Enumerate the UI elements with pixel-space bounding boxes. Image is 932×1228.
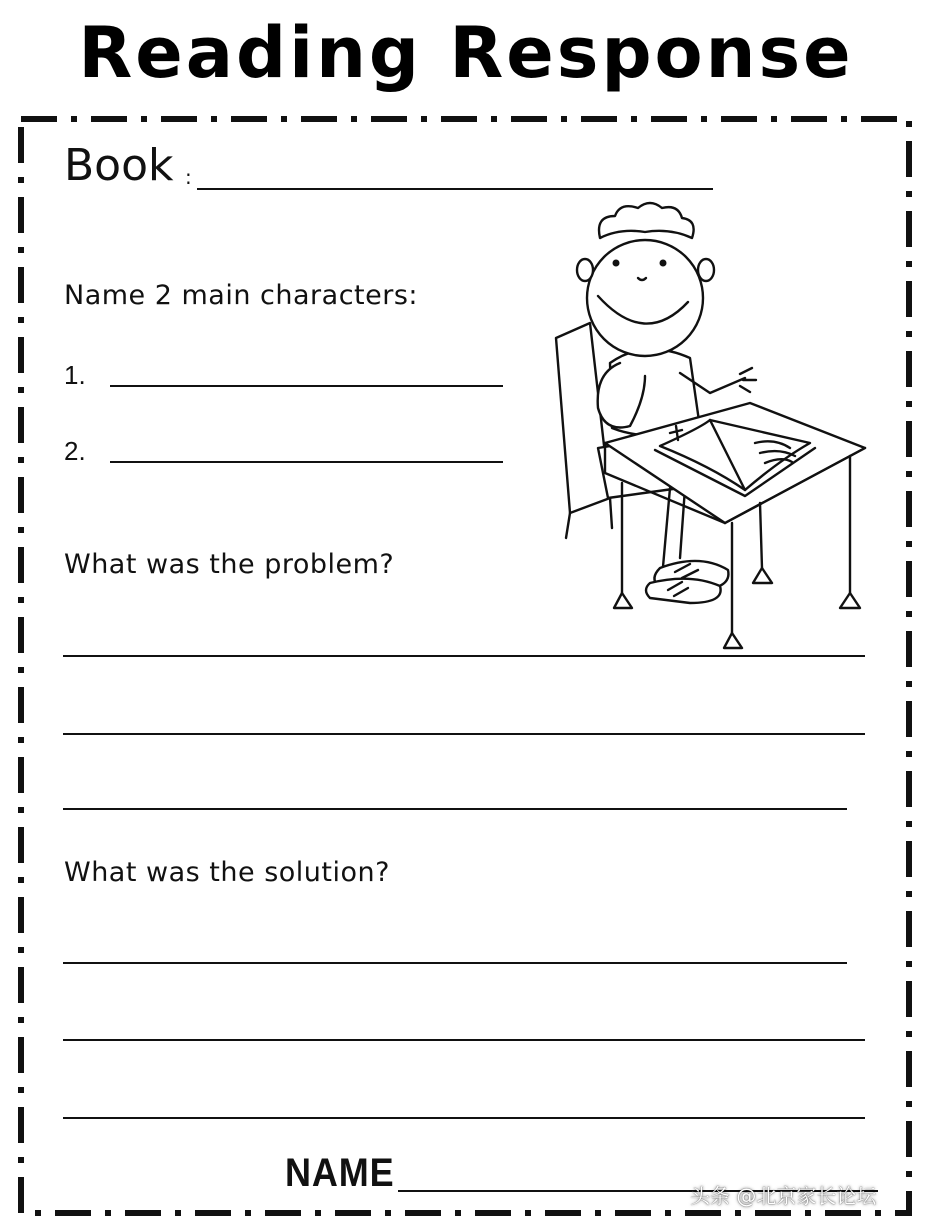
problem-prompt: What was the problem? bbox=[64, 549, 395, 580]
book-title-line[interactable] bbox=[197, 188, 713, 190]
solution-prompt: What was the solution? bbox=[64, 857, 390, 888]
worksheet-title: Reading Response bbox=[78, 12, 854, 94]
solution-line-2[interactable] bbox=[63, 1039, 865, 1041]
problem-line-2[interactable] bbox=[63, 733, 865, 735]
characters-prompt: Name 2 main characters: bbox=[64, 280, 418, 311]
name-label: NAME bbox=[285, 1151, 395, 1195]
character-number-2: 2. bbox=[64, 436, 86, 466]
solution-line-1[interactable] bbox=[63, 962, 847, 964]
problem-line-3[interactable] bbox=[63, 808, 847, 810]
character-number-1: 1. bbox=[64, 360, 86, 390]
book-label: Book bbox=[64, 140, 174, 191]
watermark-text: 头条 @北京家长论坛 bbox=[690, 1184, 877, 1208]
book-colon: : bbox=[185, 165, 192, 189]
character-1-line[interactable] bbox=[110, 385, 503, 387]
character-2-line[interactable] bbox=[110, 461, 503, 463]
solution-line-3[interactable] bbox=[63, 1117, 865, 1119]
student-reading-at-desk-icon bbox=[550, 198, 870, 662]
